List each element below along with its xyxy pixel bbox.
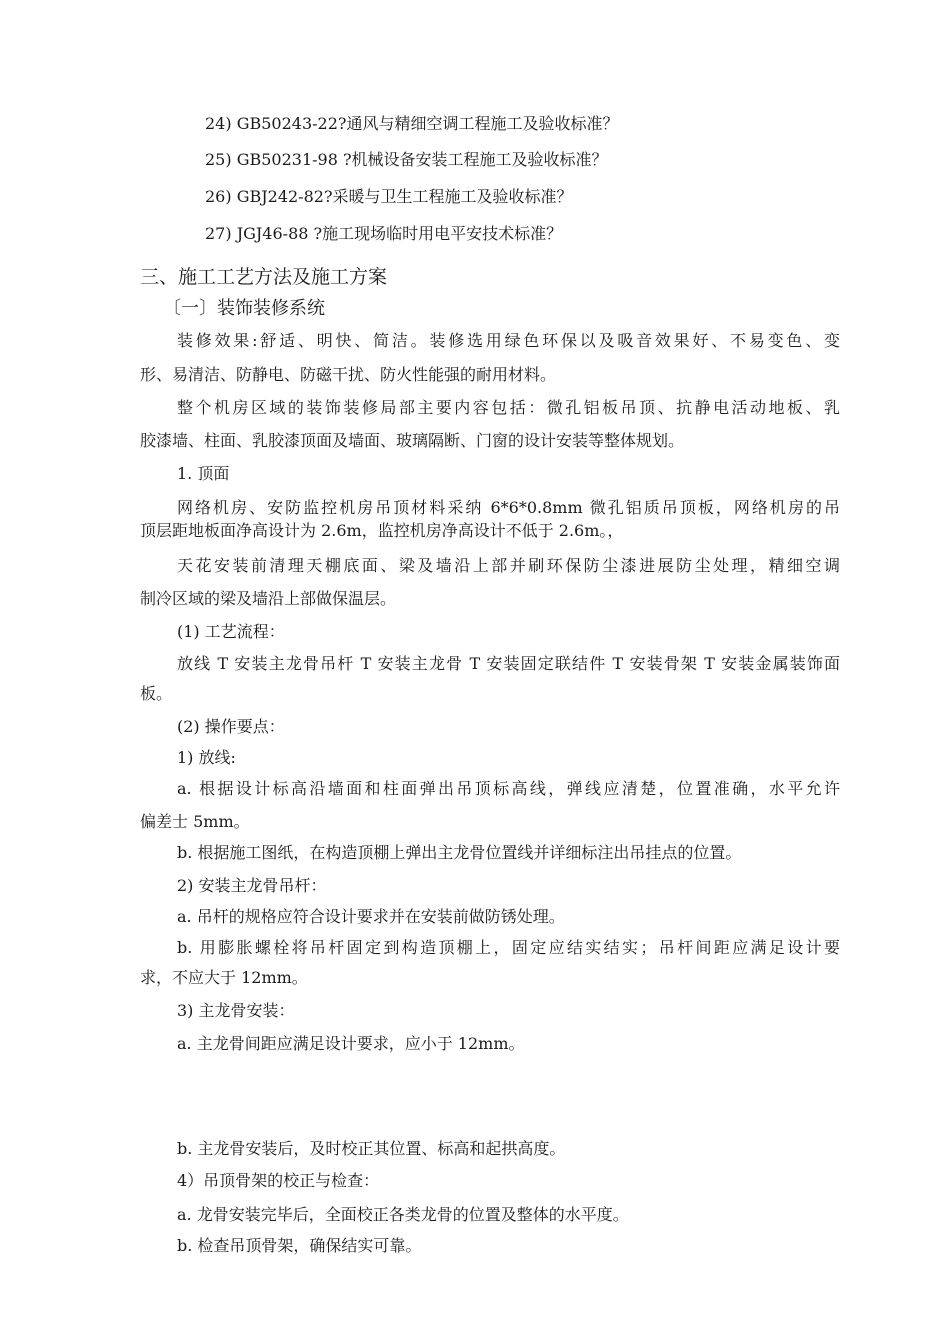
paragraph-line: 天花安装前清理天棚底面、梁及墙沿上部并刷环保防尘漆进展防尘处理，精细空调 [177, 556, 840, 575]
paragraph-line: a. 吊杆的规格应符合设计要求并在安装前做防锈处理。 [177, 907, 565, 926]
paragraph-line: 网络机房、安防监控机房吊顶材料采纳 6*6*0.8mm 微孔铝质吊顶板，网络机房的吊 [177, 498, 840, 517]
step-heading: 3) 主龙骨安装： [177, 1001, 295, 1020]
standard-item-26: 26) GBJ242-82?采暖与卫生工程施工及验收标准？ [205, 187, 573, 206]
paragraph-line: a. 主龙骨间距应满足设计要求，应小于 12mm。 [177, 1034, 525, 1053]
paragraph-line: a. 根据设计标高沿墙面和柱面弹出吊顶标高线，弹线应清楚，位置准确，水平允许 [177, 779, 840, 798]
section-title: 三、施工工艺方法及施工方案 [140, 266, 388, 288]
paragraph-line: a. 龙骨安装完毕后，全面校正各类龙骨的位置及整体的水平度。 [177, 1205, 629, 1224]
subsection-title: 〔一〕装饰装修系统 [163, 298, 325, 319]
paragraph-line: 胶漆墙、柱面、乳胶漆顶面及墙面、玻璃隔断、门窗的设计安装等整体规划。 [140, 431, 685, 450]
step-heading: 4）吊顶骨架的校正与检查： [177, 1171, 380, 1190]
process-flow-title: (1) 工艺流程： [177, 622, 285, 641]
paragraph-line: b. 主龙骨安装后，及时校正其位置、标高和起拱高度。 [177, 1139, 566, 1158]
standard-item-27: 27) JGJ46-88 ?施工现场临时用电平安技术标准？ [205, 224, 563, 243]
heading-ceiling: 1. 顶面 [177, 464, 230, 483]
paragraph-line: 顶层距地板面净高设计为 2.6m，监控机房净高设计不低于 2.6m。， [140, 521, 624, 540]
paragraph-line: b. 用膨胀螺栓将吊杆固定到构造顶棚上，固定应结实结实；吊杆间距应满足设计要 [177, 938, 840, 957]
standard-item-25: 25) GB50231-98 ?机械设备安装工程施工及验收标准？ [205, 150, 608, 169]
paragraph-line: 板。 [140, 684, 173, 703]
paragraph-line: 放线 T 安装主龙骨吊杆 T 安装主龙骨 T 安装固定联结件 T 安装骨架 T 安装金属装饰面 [177, 654, 840, 673]
paragraph-line: 求，不应大于 12mm。 [140, 968, 308, 987]
paragraph-line: 形、易清洁、防静电、防磁干扰、防火性能强的耐用材料。 [140, 365, 557, 384]
step-heading: 2) 安装主龙骨吊杆： [177, 876, 327, 895]
paragraph-line: b. 检查吊顶骨架，确保结实可靠。 [177, 1236, 422, 1255]
paragraph-line: 整个机房区域的装饰装修局部主要内容包括：微孔铝板吊顶、抗静电活动地板、乳 [177, 398, 840, 417]
step-heading: 1) 放线: [177, 748, 236, 767]
operation-points-title: (2) 操作要点： [177, 717, 285, 736]
paragraph-line: 装修效果:舒适、明快、简洁。装修选用绿色环保以及吸音效果好、不易变色、变 [177, 331, 840, 350]
paragraph-line: 制冷区域的梁及墙沿上部做保温层。 [140, 589, 397, 608]
paragraph-line: 偏差士 5mm。 [140, 812, 250, 831]
paragraph-line: b. 根据施工图纸，在构造顶棚上弹出主龙骨位置线并详细标注出吊挂点的位置。 [177, 843, 742, 862]
standard-item-24: 24) GB50243-22?通风与精细空调工程施工及验收标准？ [205, 114, 619, 133]
